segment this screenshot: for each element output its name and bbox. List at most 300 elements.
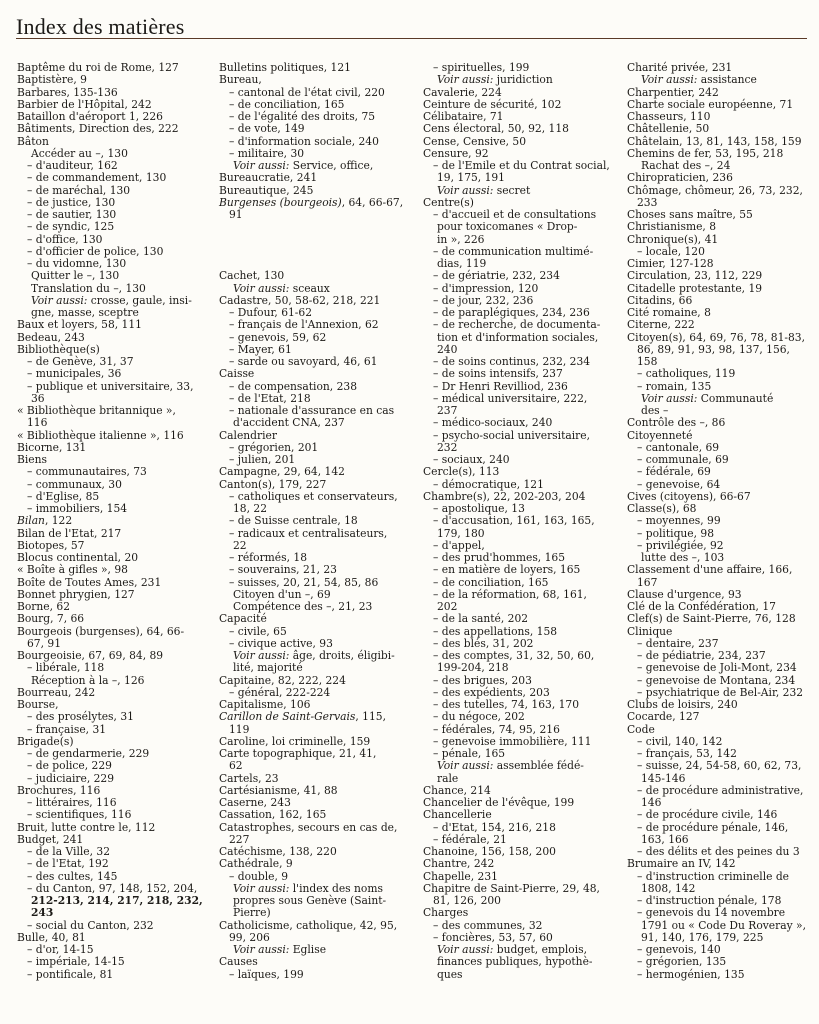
index-entry: – communautaires, 73 (27, 465, 147, 479)
index-entry: Carte topographique, 21, 41, (219, 747, 377, 760)
index-column-4 (627, 62, 819, 981)
index-entry: 146 (641, 796, 662, 809)
index-entry: – général, 222-224 (229, 685, 331, 699)
index-entry: Bataillon d'aéroport 1, 226 (17, 110, 163, 123)
index-entry: – impériale, 14-15 (27, 955, 125, 969)
index-entry: 19, 175, 191 (437, 171, 505, 185)
index-entry: Barbares, 135-136 (17, 85, 118, 99)
index-entry: Charité privée, 231 (627, 61, 733, 74)
index-entry: Citerne, 222 (627, 318, 695, 332)
index-entry: tion et d'information sociales, (437, 330, 599, 344)
index-entry: 22 (233, 538, 247, 552)
index-entry: – d'officier de police, 130 (27, 244, 164, 258)
index-entry: Centre(s) (423, 195, 474, 209)
index-entry: 116 (27, 416, 48, 430)
index-entry: Bureau, (219, 73, 262, 87)
index-entry: propres sous Genève (Saint- (233, 894, 387, 907)
index-entry: – fédérale, 21 (433, 832, 507, 846)
index-entry: Voir aussi: crosse, gaule, insi- (31, 293, 192, 307)
index-entry: – social du Canton, 232 (27, 918, 154, 932)
index-entry: Bonnet phrygien, 127 (17, 587, 135, 601)
index-entry: – de la santé, 202 (433, 612, 529, 626)
index-entry: 243 (31, 906, 54, 920)
index-entry: – de la réformation, 68, 161, (433, 587, 587, 601)
index-entry: Bâton (17, 134, 49, 148)
index-entry: Charpentier, 242 (627, 85, 719, 99)
index-entry: – civil, 140, 142 (637, 734, 723, 748)
index-entry: Canton(s), 179, 227 (219, 477, 327, 491)
index-entry: – d'instruction criminelle de (637, 869, 790, 883)
index-entry: – d'accusation, 161, 163, 165, (433, 514, 595, 528)
index-entry: Cachet, 130 (219, 269, 285, 283)
index-entry: 67, 91 (27, 636, 61, 650)
index-entry: Charges (423, 906, 469, 920)
index-entry: – communale, 69 (637, 453, 729, 466)
index-entry: Bulle, 40, 81 (17, 930, 86, 944)
index-entry: – sociaux, 240 (433, 453, 510, 466)
index-entry: – de soins continus, 232, 234 (433, 355, 591, 368)
index-entry (219, 234, 415, 246)
index-entry: Borne, 62 (17, 600, 70, 613)
index-entry: – romain, 135 (637, 379, 712, 393)
index-entry: Voir aussi: sceaux (233, 281, 330, 295)
index-entry: Cassation, 162, 165 (219, 808, 327, 822)
index-entry: lité, majorité (233, 661, 303, 675)
page-title: Index des matières (16, 14, 185, 39)
index-entry: – militaire, 30 (229, 146, 305, 160)
index-entry: 1808, 142 (641, 881, 696, 895)
index-entry: Bâtiments, Direction des, 222 (17, 122, 179, 136)
index-entry: Classement d'une affaire, 166, (627, 563, 793, 577)
index-entry: Catholicisme, catholique, 42, 95, (219, 918, 398, 932)
index-entry: – de la Ville, 32 (27, 845, 110, 858)
index-entry: – de sautier, 130 (27, 208, 117, 221)
index-entry: Circulation, 23, 112, 229 (627, 269, 763, 283)
index-entry: – de gendarmerie, 229 (27, 747, 150, 760)
index-entry: 232 (437, 440, 458, 454)
index-entry: Cens électoral, 50, 92, 118 (423, 122, 569, 136)
index-entry: – Dr Henri Revilliod, 236 (433, 379, 568, 393)
index-entry: – d'appel, (433, 538, 485, 552)
index-entry: Bibliothèque(s) (17, 342, 100, 356)
index-entry: – réformés, 18 (229, 551, 308, 564)
index-entry: – communaux, 30 (27, 477, 122, 491)
index-entry: 233 (637, 195, 658, 209)
index-entry: Chancelier de l'évêque, 199 (423, 796, 575, 809)
index-entry: Citadins, 66 (627, 293, 693, 307)
index-entry: – des communes, 32 (433, 918, 543, 932)
index-entry: « Boîte à gifles », 98 (17, 563, 128, 577)
index-entry: Pierre) (233, 906, 271, 920)
index-entry: Chancellerie (423, 808, 492, 822)
index-entry: « Bibliothèque britannique », (17, 404, 176, 417)
index-entry: Cathédrale, 9 (219, 857, 293, 871)
index-entry: – français de l'Annexion, 62 (229, 318, 379, 332)
index-entry: Charte sociale européenne, 71 (627, 97, 794, 111)
index-entry: Voir aussi: Eglise (233, 943, 327, 956)
index-entry: – littéraires, 116 (27, 796, 117, 809)
index-column-3 (423, 62, 619, 981)
index-entry: – de procédure administrative, (637, 783, 804, 797)
index-entry: – hermogénien, 135 (637, 967, 745, 981)
index-entry: 158 (637, 355, 658, 368)
index-entry: – sarde ou savoyard, 46, 61 (229, 355, 378, 368)
index-entry: Clé de la Confédération, 17 (627, 600, 776, 613)
index-entry: – grégorien, 201 (229, 440, 319, 454)
index-entry: Cartels, 23 (219, 771, 279, 785)
index-entry: – de paraplégiques, 234, 236 (433, 306, 590, 319)
index-entry: 91, 140, 176, 179, 225 (641, 930, 764, 944)
index-entry: 199-204, 218 (437, 661, 509, 675)
index-entry: – de procédure civile, 146 (637, 808, 778, 822)
index-entry: Chambre(s), 22, 202-203, 204 (423, 489, 586, 503)
index-entry: Voir aussi: assemblée fédé- (437, 759, 584, 773)
index-entry: Chemins de fer, 53, 195, 218 (627, 146, 784, 160)
index-entry: – julien, 201 (229, 453, 296, 466)
index-entry: Translation du –, 130 (31, 281, 146, 295)
index-entry: 179, 180 (437, 526, 485, 540)
index-entry: – des prosélytes, 31 (27, 710, 134, 724)
index-entry: 167 (637, 575, 658, 589)
index-entry: d'accident CNA, 237 (233, 416, 345, 430)
index-entry: Bedeau, 243 (17, 330, 85, 344)
index-entry: – des brigues, 203 (433, 673, 532, 687)
index-entry: – des tutelles, 74, 163, 170 (433, 698, 580, 711)
index-entry: Citadelle protestante, 19 (627, 281, 763, 295)
index-entry: Bourgeois (burgenses), 64, 66- (17, 624, 185, 638)
index-entry: – médical universitaire, 222, (433, 391, 588, 405)
index-entry: – genevois, 140 (637, 943, 721, 956)
index-entry: Bilan, 122 (17, 514, 73, 528)
index-entry: – des comptes, 31, 32, 50, 60, (433, 649, 595, 662)
index-entry: Clause d'urgence, 93 (627, 587, 742, 601)
index-entry: Biens (17, 453, 47, 466)
index-entry: gne, masse, sceptre (31, 306, 139, 319)
index-entry: Voir aussi: Service, office, (233, 159, 374, 172)
index-entry: Cité romaine, 8 (627, 306, 711, 319)
index-entry: – démocratique, 121 (433, 477, 544, 491)
index-entry: Voir aussi: âge, droits, éligibi- (233, 649, 395, 662)
index-entry: – d'office, 130 (27, 232, 103, 246)
index-entry (219, 246, 415, 258)
index-entry: 119 (229, 722, 250, 736)
index-entry: Christianisme, 8 (627, 220, 716, 234)
index-entry: 1791 ou « Code Du Roveray », (641, 918, 806, 932)
index-entry: 86, 89, 91, 93, 98, 137, 156, (637, 342, 790, 356)
index-entry: 81, 126, 200 (433, 894, 501, 907)
index-entry: – de l'Etat, 218 (229, 391, 311, 405)
index-entry: 62 (229, 759, 243, 773)
index-entry: – de compensation, 238 (229, 379, 357, 393)
index-entry: – de conciliation, 165 (229, 97, 345, 111)
index-entry: Accéder au –, 130 (31, 146, 128, 160)
index-entry: – d'information sociale, 240 (229, 134, 379, 148)
index-entry: – d'auditeur, 162 (27, 159, 118, 172)
index-entry: – grégorien, 135 (637, 955, 727, 969)
index-entry: Calendrier (219, 428, 277, 442)
index-entry: – du Canton, 97, 148, 152, 204, (27, 881, 198, 895)
index-entry: Capacité (219, 612, 267, 626)
index-entry: rale (437, 771, 459, 785)
index-entry: Châtellenie, 50 (627, 122, 710, 136)
index-entry: – du vidomne, 130 (27, 257, 127, 270)
index-entry: – genevoise de Joli-Mont, 234 (637, 661, 797, 675)
index-entry: – catholiques, 119 (637, 367, 736, 381)
index-entry: – genevoise de Montana, 234 (637, 673, 796, 687)
index-entry: – civique active, 93 (229, 636, 333, 650)
index-entry: – de soins intensifs, 237 (433, 367, 563, 381)
index-entry: – de l'Emile et du Contrat social, (433, 159, 610, 172)
index-entry: – de justice, 130 (27, 195, 116, 209)
index-entry: Contrôle des –, 86 (627, 416, 726, 430)
index-entry: – français, 53, 142 (637, 747, 737, 760)
index-entry: Bourse, (17, 698, 59, 711)
index-entry: Chance, 214 (423, 783, 491, 797)
index-entry: Bureautique, 245 (219, 183, 314, 197)
index-entry: 202 (437, 600, 458, 613)
index-entry: Choses sans maître, 55 (627, 208, 753, 221)
index-entry: Baptistère, 9 (17, 73, 87, 87)
index-entry: Cadastre, 50, 58-62, 218, 221 (219, 293, 381, 307)
index-entry: Bureaucratie, 241 (219, 171, 318, 185)
index-entry: 36 (31, 391, 45, 405)
index-entry: 145-146 (641, 771, 686, 785)
index-entry: Chiropraticien, 236 (627, 171, 733, 185)
index-entry: Cimier, 127-128 (627, 257, 714, 270)
index-entry: Clef(s) de Saint-Pierre, 76, 128 (627, 612, 796, 626)
index-entry: – de l'Etat, 192 (27, 857, 109, 871)
index-entry: Bourg, 7, 66 (17, 612, 85, 626)
index-entry: Célibataire, 71 (423, 110, 504, 123)
index-entry: – de Suisse centrale, 18 (229, 514, 358, 528)
index-entry: – cantonal de l'état civil, 220 (229, 85, 385, 99)
index-entry: Chasseurs, 110 (627, 110, 711, 123)
index-entry: – pénale, 165 (433, 747, 506, 760)
index-entry: Caisse (219, 367, 255, 381)
index-entry: Chapitre de Saint-Pierre, 29, 48, (423, 881, 600, 895)
index-entry: Cocarde, 127 (627, 710, 700, 724)
index-entry: – de syndic, 125 (27, 220, 115, 234)
index-entry: Chapelle, 231 (423, 869, 498, 883)
index-entry: – de jour, 232, 236 (433, 293, 534, 307)
index-entry: Capitaine, 82, 222, 224 (219, 673, 346, 687)
index-entry: Carillon de Saint-Gervais, 115, (219, 710, 386, 724)
index-entry: Campagne, 29, 64, 142 (219, 465, 345, 479)
index-entry: – moyennes, 99 (637, 514, 721, 528)
index-entry: Châtelain, 13, 81, 143, 158, 159 (627, 134, 802, 148)
index-entry: Catastrophes, secours en cas de, (219, 820, 398, 834)
index-entry: – locale, 120 (637, 244, 705, 258)
index-entry: Censure, 92 (423, 146, 489, 160)
index-entry: – française, 31 (27, 722, 107, 736)
index-entry: Brumaire an IV, 142 (627, 857, 736, 871)
index-entry: 163, 166 (641, 832, 689, 846)
index-entry: Voir aussi: Communauté (641, 391, 774, 405)
index-entry: Budget, 241 (17, 832, 84, 846)
index-entry: – médico-sociaux, 240 (433, 416, 553, 430)
index-entry: – des prud'hommes, 165 (433, 551, 565, 564)
index-entry: Bourreau, 242 (17, 685, 96, 699)
index-entry: Citoyen d'un –, 69 (233, 587, 331, 601)
index-entry: Quitter le –, 130 (31, 269, 120, 283)
index-entry: Voir aussi: assistance (641, 73, 757, 87)
index-entry: – radicaux et centralisateurs, (229, 526, 388, 540)
index-entry: – de vote, 149 (229, 122, 305, 136)
index-entry: – libérale, 118 (27, 661, 105, 675)
index-entry: Cense, Censive, 50 (423, 134, 527, 148)
index-entry: finances publiques, hypothè- (437, 955, 593, 969)
index-entry: Voir aussi: budget, emplois, (437, 943, 588, 956)
index-entry: Code (627, 722, 655, 736)
index-entry (219, 221, 415, 233)
index-entry: Voir aussi: juridiction (437, 73, 553, 87)
index-entry: Chronique(s), 41 (627, 232, 719, 246)
index-entry: Rachat des –, 24 (641, 159, 731, 172)
index-entry: – d'instruction pénale, 178 (637, 894, 782, 907)
index-entry: – Mayer, 61 (229, 342, 292, 356)
index-entry: ques (437, 967, 463, 981)
index-entry: – spirituelles, 199 (433, 61, 530, 74)
index-entry: – de recherche, de documenta- (433, 318, 601, 332)
index-entry: – genevoise, 64 (637, 477, 721, 491)
index-entry: – d'Etat, 154, 216, 218 (433, 820, 556, 834)
index-entry: – cantonale, 69 (637, 440, 720, 454)
index-entry: Bulletins politiques, 121 (219, 61, 351, 74)
index-entry: lutte des –, 103 (641, 551, 725, 564)
index-entry: Citoyen(s), 64, 69, 76, 78, 81-83, (627, 330, 805, 344)
index-entry: Baux et loyers, 58, 111 (17, 318, 142, 332)
index-entry: – foncières, 53, 57, 60 (433, 930, 553, 944)
index-entry: – apostolique, 13 (433, 502, 525, 515)
index-entry: pour toxicomanes « Drop- (437, 220, 578, 234)
index-entry: – des blés, 31, 202 (433, 636, 534, 650)
index-entry: Causes (219, 955, 258, 969)
index-entry: Barbier de l'Hôpital, 242 (17, 97, 152, 111)
index-entry: – immobiliers, 154 (27, 502, 128, 515)
index-entry: Voir aussi: secret (437, 183, 531, 197)
index-entry: Chômage, chômeur, 26, 73, 232, (627, 183, 803, 197)
index-entry: – double, 9 (229, 869, 289, 883)
index-entry: – fédérales, 74, 95, 216 (433, 722, 560, 736)
index-entry: – publique et universitaire, 33, (27, 379, 194, 393)
index-entry: – d'impression, 120 (433, 281, 539, 295)
index-entry: – de maréchal, 130 (27, 183, 131, 197)
index-entry: – des cultes, 145 (27, 869, 118, 883)
index-entry: Bourgeoisie, 67, 69, 84, 89 (17, 649, 164, 662)
index-entry: Blocus continental, 20 (17, 551, 139, 564)
index-entry: – psychiatrique de Bel-Air, 232 (637, 685, 804, 699)
header-rule (16, 38, 807, 39)
index-entry: Citoyenneté (627, 428, 693, 442)
index-entry: Brigade(s) (17, 734, 74, 748)
index-entry: Bicorne, 131 (17, 440, 87, 454)
index-entry: Caserne, 243 (219, 796, 291, 809)
index-entry: – de pédiatrie, 234, 237 (637, 649, 766, 662)
index-entry: Chanoine, 156, 158, 200 (423, 845, 556, 858)
index-entry: in », 226 (437, 232, 485, 246)
index-entry: Voir aussi: l'index des noms (233, 881, 383, 895)
index-entry: – genevois, 59, 62 (229, 330, 327, 344)
index-entry: Baptême du roi de Rome, 127 (17, 61, 179, 74)
index-entry: – souverains, 21, 23 (229, 563, 337, 577)
index-entry: – d'or, 14-15 (27, 943, 94, 956)
index-entry: – psycho-social universitaire, (433, 428, 591, 442)
index-entry: Boîte de Toutes Ames, 231 (17, 575, 162, 589)
index-entry: – du négoce, 202 (433, 710, 525, 724)
index-entry: – des appellations, 158 (433, 624, 558, 638)
index-entry: Cartésianisme, 41, 88 (219, 783, 338, 797)
index-entry: « Bibliothèque italienne », 116 (17, 428, 184, 442)
index-entry: – genevois du 14 novembre (637, 906, 786, 920)
index-entry: – d'Eglise, 85 (27, 489, 100, 503)
index-entry: 212-213, 214, 217, 218, 232, (31, 894, 203, 907)
index-entry: – fédérale, 69 (637, 465, 711, 479)
index-entry: – pontificale, 81 (27, 967, 114, 981)
index-entry: Brochures, 116 (17, 783, 101, 797)
index-entry: – judiciaire, 229 (27, 771, 115, 785)
index-entry: Burgenses (bourgeois), 64, 66-67, (219, 195, 404, 209)
index-entry: Cercle(s), 113 (423, 465, 500, 479)
index-entry: – politique, 98 (637, 526, 715, 540)
index-entry: 18, 22 (233, 502, 267, 515)
index-entry: Biotopes, 57 (17, 538, 85, 552)
index-entry: – de police, 229 (27, 759, 112, 773)
index-column-2 (219, 62, 415, 981)
index-entry: Clinique (627, 624, 673, 638)
index-entry: Catéchisme, 138, 220 (219, 845, 337, 858)
index-entry: – d'accueil et de consultations (433, 208, 597, 221)
index-entry: Bruit, lutte contre le, 112 (17, 820, 156, 834)
index-entry: 99, 206 (229, 930, 270, 944)
index-entry: – Dufour, 61-62 (229, 306, 313, 319)
index-entry: – catholiques et conservateurs, (229, 489, 398, 503)
index-entry: – suisse, 24, 54-58, 60, 62, 73, (637, 759, 802, 773)
index-entry: – de communication multimé- (433, 244, 594, 258)
index-entry: Caroline, loi criminelle, 159 (219, 734, 371, 748)
index-entry: – de procédure pénale, 146, (637, 820, 789, 834)
index-entry: Capitalisme, 106 (219, 698, 311, 711)
index-entry: – scientifiques, 116 (27, 808, 132, 822)
index-entry: 227 (229, 832, 250, 846)
index-entry: Ceinture de sécurité, 102 (423, 97, 562, 111)
index-entry: – en matière de loyers, 165 (433, 563, 581, 577)
index-entry: – des expédients, 203 (433, 685, 550, 699)
index-entry: des – (641, 404, 669, 417)
index-entry: 237 (437, 404, 458, 417)
index-entry: 240 (437, 342, 458, 356)
index-entry: – de conciliation, 165 (433, 575, 549, 589)
index-entry: – laïques, 199 (229, 967, 304, 981)
index-entry: – municipales, 36 (27, 367, 122, 381)
index-entry: – de commandement, 130 (27, 171, 167, 185)
index-entry: Compétence des –, 21, 23 (233, 600, 373, 613)
index-entry: 91 (229, 208, 243, 221)
index-entry: – de l'égalité des droits, 75 (229, 110, 376, 123)
index-entry: – suisses, 20, 21, 54, 85, 86 (229, 575, 379, 589)
index-entry: Cives (citoyens), 66-67 (627, 489, 751, 503)
index-entry: – de Genève, 31, 37 (27, 355, 134, 368)
index-entry: Chantre, 242 (423, 857, 495, 871)
index-entry: dias, 119 (437, 257, 487, 270)
index-entry: Classe(s), 68 (627, 502, 697, 515)
index-column-1 (17, 62, 213, 981)
index-entry: – privilégiée, 92 (637, 538, 724, 552)
index-entry: – des délits et des peines du 3 (637, 845, 800, 858)
index-entry: – genevoise immobilière, 111 (433, 734, 592, 748)
index-entry: Clubs de loisirs, 240 (627, 698, 738, 711)
index-entry: Réception à la –, 126 (31, 673, 145, 687)
index-entry: Cavalerie, 224 (423, 85, 502, 99)
